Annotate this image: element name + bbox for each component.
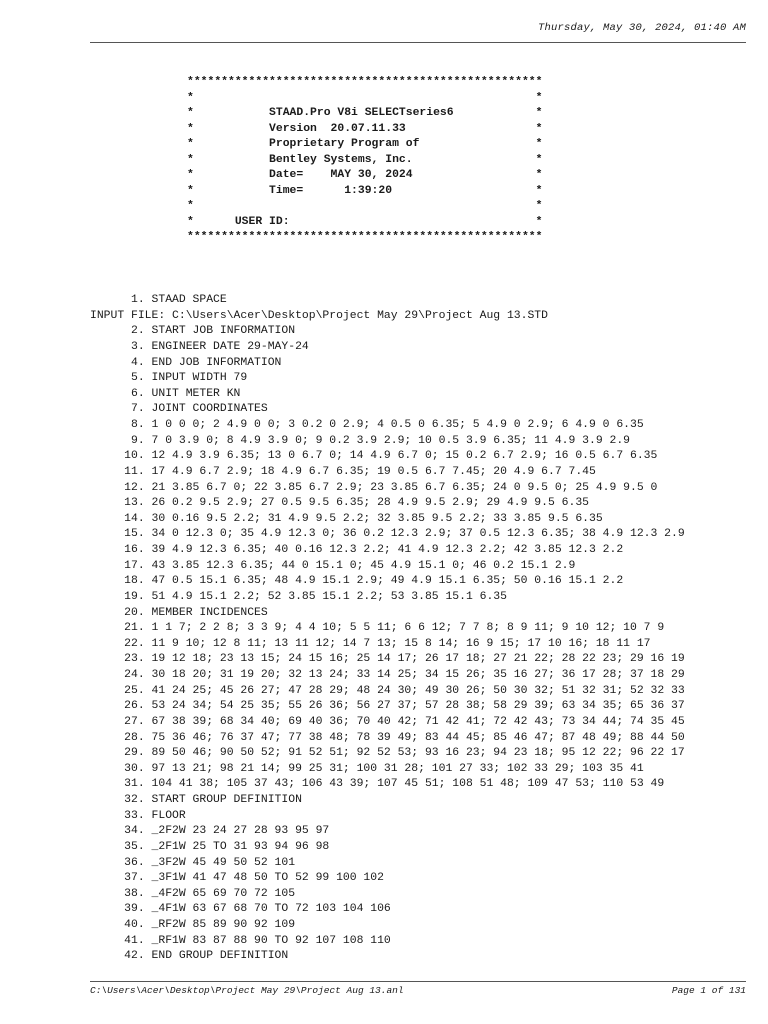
banner-line: ****************************************************: [187, 76, 543, 88]
listing-line: 21. 1 1 7; 2 2 8; 3 3 9; 4 4 10; 5 5 11; 6 6 12; 7 7 8; 8 9 11; 9 10 12; 10 7 9: [90, 622, 665, 635]
listing-line: 29. 89 50 46; 90 50 52; 91 52 51; 92 52 53; 93 16 23; 94 23 18; 95 12 22; 96 22 17: [90, 747, 685, 760]
footer-divider: [90, 981, 746, 982]
footer-file-path: C:\Users\Acer\Desktop\Project May 29\Project Aug 13.anl: [90, 985, 404, 996]
footer-page-number: Page 1 of 131: [671, 985, 746, 996]
listing-line: 40. _RF2W 85 89 90 92 109: [90, 919, 296, 931]
listing-line: 18. 47 0.5 15.1 6.35; 48 4.9 15.1 2.9; 49 4.9 15.1 6.35; 50 0.16 15.1 2.2: [90, 575, 624, 588]
banner-line: * USER ID: *: [187, 215, 543, 228]
listing-line: 20. MEMBER INCIDENCES: [90, 606, 268, 619]
listing-line: 9. 7 0 3.9 0; 8 4.9 3.9 0; 9 0.2 3.9 2.9; 10 0.5 3.9 6.35; 11 4.9 3.9 2.9: [90, 434, 631, 447]
listing-line: 33. FLOOR: [90, 809, 186, 822]
header-divider: [90, 42, 746, 43]
listing-line: 36. _3F2W 45 49 50 52 101: [90, 856, 296, 869]
listing-line: 11. 17 4.9 6.7 2.9; 18 4.9 6.7 6.35; 19 0.5 6.7 7.45; 20 4.9 6.7 7.45: [90, 465, 596, 478]
banner-line: ****************************************************: [187, 231, 543, 243]
listing-line: 17. 43 3.85 12.3 6.35; 44 0 15.1 0; 45 4.9 15.1 0; 46 0.2 15.1 2.9: [90, 559, 576, 572]
listing-line: 4. END JOB INFORMATION: [90, 356, 282, 369]
listing-line: 1. STAAD SPACE: [90, 294, 227, 306]
listing-line: INPUT FILE: C:\Users\Acer\Desktop\Project May 29\Project Aug 13.STD: [90, 309, 548, 322]
listing-line: 41. _RF1W 83 87 88 90 TO 92 107 108 110: [90, 934, 391, 947]
banner-line: * STAAD.Pro V8i SELECTseries6 *: [187, 107, 543, 119]
listing-line: 27. 67 38 39; 68 34 40; 69 40 36; 70 40 42; 71 42 41; 72 42 43; 73 34 44; 74 35 45: [90, 715, 685, 728]
listing-line: 12. 21 3.85 6.7 0; 22 3.85 6.7 2.9; 23 3.85 6.7 6.35; 24 0 9.5 0; 25 4.9 9.5 0: [90, 481, 658, 494]
listing-line: 23. 19 12 18; 23 13 15; 24 15 16; 25 14 17; 26 17 18; 27 21 22; 28 22 23; 29 16 19: [90, 653, 685, 666]
banner-line: * Bentley Systems, Inc. *: [187, 153, 543, 166]
listing-line: 8. 1 0 0 0; 2 4.9 0 0; 3 0.2 0 2.9; 4 0.5 0 6.35; 5 4.9 0 2.9; 6 4.9 0 6.35: [90, 419, 644, 431]
listing-line: 10. 12 4.9 3.9 6.35; 13 0 6.7 0; 14 4.9 6.7 0; 15 0.2 6.7 2.9; 16 0.5 6.7 6.35: [90, 450, 658, 463]
listing-line: 16. 39 4.9 12.3 6.35; 40 0.16 12.3 2.2; 41 4.9 12.3 2.2; 42 3.85 12.3 2.2: [90, 544, 624, 556]
listing-line: 19. 51 4.9 15.1 2.2; 52 3.85 15.1 2.2; 53 3.85 15.1 6.35: [90, 590, 507, 603]
listing-line: 31. 104 41 38; 105 37 43; 106 43 39; 107 45 51; 108 51 48; 109 47 53; 110 53 49: [90, 778, 665, 791]
listing-line: 37. _3F1W 41 47 48 50 TO 52 99 100 102: [90, 872, 384, 885]
listing-line: 14. 30 0.16 9.5 2.2; 31 4.9 9.5 2.2; 32 3.85 9.5 2.2; 33 3.85 9.5 6.35: [90, 512, 603, 525]
listing-line: 24. 30 18 20; 31 19 20; 32 13 24; 33 14 25; 34 15 26; 35 16 27; 36 17 28; 37 18 29: [90, 669, 685, 681]
banner-line: * Date= MAY 30, 2024 *: [187, 169, 543, 181]
listing-line: 13. 26 0.2 9.5 2.9; 27 0.5 9.5 6.35; 28 4.9 9.5 2.9; 29 4.9 9.5 6.35: [90, 497, 589, 510]
listing-line: 32. START GROUP DEFINITION: [90, 794, 302, 806]
listing-line: 35. _2F1W 25 TO 31 93 94 96 98: [90, 840, 330, 853]
listing-line: 22. 11 9 10; 12 8 11; 13 11 12; 14 7 13; 15 8 14; 16 9 15; 17 10 16; 18 11 17: [90, 637, 651, 650]
listing-line: 38. _4F2W 65 69 70 72 105: [90, 887, 296, 900]
listing-line: 15. 34 0 12.3 0; 35 4.9 12.3 0; 36 0.2 12.3 2.9; 37 0.5 12.3 6.35; 38 4.9 12.3 2.9: [90, 528, 685, 541]
listing-line: 5. INPUT WIDTH 79: [90, 372, 248, 385]
listing-line: 2. START JOB INFORMATION: [90, 325, 296, 338]
program-banner: [187, 75, 542, 246]
listing-line: 39. _4F1W 63 67 68 70 TO 72 103 104 106: [90, 903, 391, 916]
report-date: Thursday, May 30, 2024, 01:40 AM: [537, 22, 746, 34]
listing-line: 34. _2F2W 23 24 27 28 93 95 97: [90, 825, 330, 838]
banner-line: * Time= 1:39:20 *: [187, 184, 543, 197]
banner-line: * Version 20.07.11.33 *: [187, 122, 543, 135]
banner-line: * Proprietary Program of *: [187, 138, 543, 150]
listing-line: 28. 75 36 46; 76 37 47; 77 38 48; 78 39 49; 83 44 45; 85 46 47; 87 48 49; 88 44 50: [90, 731, 685, 744]
listing-line: 7. JOINT COORDINATES: [90, 403, 268, 416]
banner-line: * *: [187, 91, 543, 104]
listing-line: 42. END GROUP DEFINITION: [90, 950, 289, 963]
banner-line: * *: [187, 200, 543, 212]
listing-line: 6. UNIT METER KN: [90, 387, 241, 400]
listing-line: 25. 41 24 25; 45 26 27; 47 28 29; 48 24 30; 49 30 26; 50 30 32; 51 32 31; 52 32 33: [90, 684, 685, 697]
input-listing: [90, 293, 685, 965]
listing-line: 30. 97 13 21; 98 21 14; 99 25 31; 100 31 28; 101 27 33; 102 33 29; 103 35 41: [90, 762, 644, 775]
listing-line: 3. ENGINEER DATE 29-MAY-24: [90, 340, 309, 353]
listing-line: 26. 53 24 34; 54 25 35; 55 26 36; 56 27 37; 57 28 38; 58 29 39; 63 34 35; 65 36 37: [90, 700, 685, 713]
